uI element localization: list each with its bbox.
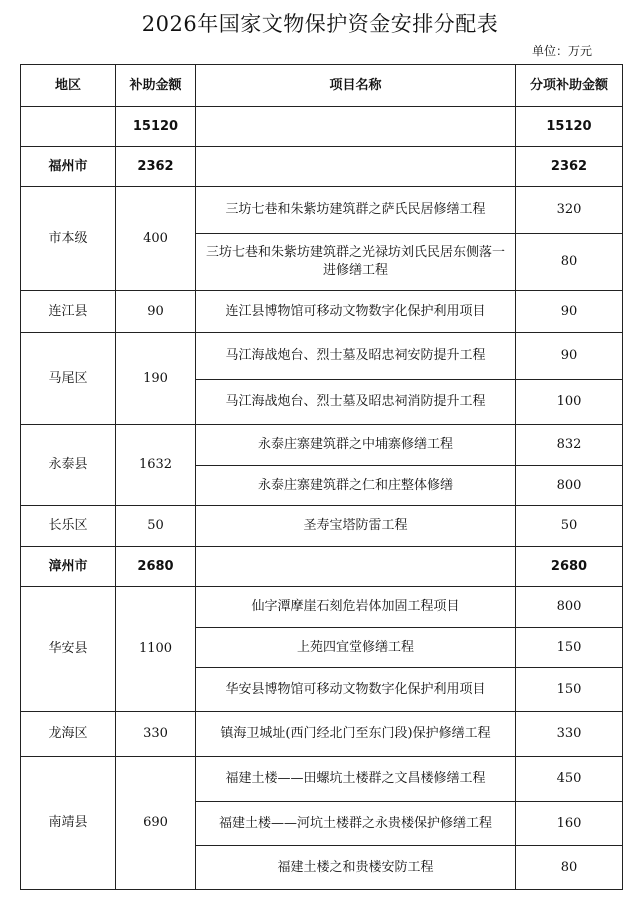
project-amount: 330 bbox=[516, 712, 623, 757]
region-name: 连江县 bbox=[21, 291, 116, 333]
project-name: 上苑四宜堂修缮工程 bbox=[196, 628, 516, 668]
project-amount: 80 bbox=[516, 234, 623, 291]
table-row bbox=[21, 712, 623, 757]
project-name: 永泰庄寨建筑群之仁和庄整体修缮 bbox=[196, 466, 516, 506]
region-name: 龙海区 bbox=[21, 712, 116, 757]
project-amount: 150 bbox=[516, 628, 623, 668]
project-name: 福建土楼之和贵楼安防工程 bbox=[196, 846, 516, 890]
city-project-cell bbox=[196, 547, 516, 587]
project-name: 华安县博物馆可移动文物数字化保护利用项目 bbox=[196, 668, 516, 712]
city-row-fuzhou bbox=[21, 147, 623, 187]
total-row bbox=[21, 107, 623, 147]
total-project-cell bbox=[196, 107, 516, 147]
project-amount: 50 bbox=[516, 506, 623, 547]
header-project: 项目名称 bbox=[196, 65, 516, 107]
table-row bbox=[21, 333, 623, 380]
table-row bbox=[21, 506, 623, 547]
project-name: 永泰庄寨建筑群之中埔寨修缮工程 bbox=[196, 425, 516, 466]
region-amount: 400 bbox=[116, 187, 196, 291]
project-amount: 150 bbox=[516, 668, 623, 712]
project-name: 福建土楼——田螺坑土楼群之文昌楼修缮工程 bbox=[196, 757, 516, 802]
project-amount: 832 bbox=[516, 425, 623, 466]
project-amount: 800 bbox=[516, 587, 623, 628]
table-row bbox=[21, 757, 623, 802]
region-amount: 1632 bbox=[116, 425, 196, 506]
city-sub-amount: 2362 bbox=[516, 147, 623, 187]
project-amount: 800 bbox=[516, 466, 623, 506]
region-amount: 50 bbox=[116, 506, 196, 547]
region-amount: 690 bbox=[116, 757, 196, 890]
region-amount: 330 bbox=[116, 712, 196, 757]
project-amount: 320 bbox=[516, 187, 623, 234]
project-name: 镇海卫城址(西门经北门至东门段)保护修缮工程 bbox=[196, 712, 516, 757]
region-amount: 90 bbox=[116, 291, 196, 333]
table-row bbox=[21, 425, 623, 466]
project-name: 连江县博物馆可移动文物数字化保护利用项目 bbox=[196, 291, 516, 333]
city-project-cell bbox=[196, 147, 516, 187]
region-name: 华安县 bbox=[21, 587, 116, 712]
project-amount: 160 bbox=[516, 802, 623, 846]
city-name: 福州市 bbox=[21, 147, 116, 187]
region-name: 南靖县 bbox=[21, 757, 116, 890]
header-amount: 补助金额 bbox=[116, 65, 196, 107]
city-name: 漳州市 bbox=[21, 547, 116, 587]
city-row-zhangzhou bbox=[21, 547, 623, 587]
table-row bbox=[21, 187, 623, 234]
city-amount: 2362 bbox=[116, 147, 196, 187]
header-sub-amount: 分项补助金额 bbox=[516, 65, 623, 107]
table-header-row bbox=[21, 65, 623, 107]
project-name: 马江海战炮台、烈士墓及昭忠祠消防提升工程 bbox=[196, 380, 516, 425]
table-row bbox=[21, 291, 623, 333]
total-amount: 15120 bbox=[116, 107, 196, 147]
city-sub-amount: 2680 bbox=[516, 547, 623, 587]
project-name: 仙字潭摩崖石刻危岩体加固工程项目 bbox=[196, 587, 516, 628]
project-name: 三坊七巷和朱紫坊建筑群之光禄坊刘氏民居东侧落一进修缮工程 bbox=[196, 234, 516, 291]
project-amount: 80 bbox=[516, 846, 623, 890]
table-row bbox=[21, 587, 623, 628]
region-name: 永泰县 bbox=[21, 425, 116, 506]
page-title: 2026年国家文物保护资金安排分配表 bbox=[141, 12, 499, 36]
allocation-table bbox=[20, 64, 623, 890]
project-amount: 90 bbox=[516, 291, 623, 333]
project-name: 三坊七巷和朱紫坊建筑群之萨氏民居修缮工程 bbox=[196, 187, 516, 234]
project-amount: 100 bbox=[516, 380, 623, 425]
project-name: 福建土楼——河坑土楼群之永贵楼保护修缮工程 bbox=[196, 802, 516, 846]
total-sub-amount: 15120 bbox=[516, 107, 623, 147]
unit-label: 单位：万元 bbox=[531, 44, 592, 58]
region-name: 马尾区 bbox=[21, 333, 116, 425]
project-amount: 450 bbox=[516, 757, 623, 802]
header-region: 地区 bbox=[21, 65, 116, 107]
region-name: 长乐区 bbox=[21, 506, 116, 547]
city-amount: 2680 bbox=[116, 547, 196, 587]
project-amount: 90 bbox=[516, 333, 623, 380]
region-amount: 1100 bbox=[116, 587, 196, 712]
project-name: 马江海战炮台、烈士墓及昭忠祠安防提升工程 bbox=[196, 333, 516, 380]
project-name: 圣寿宝塔防雷工程 bbox=[196, 506, 516, 547]
region-name: 市本级 bbox=[21, 187, 116, 291]
total-region-cell bbox=[21, 107, 116, 147]
region-amount: 190 bbox=[116, 333, 196, 425]
